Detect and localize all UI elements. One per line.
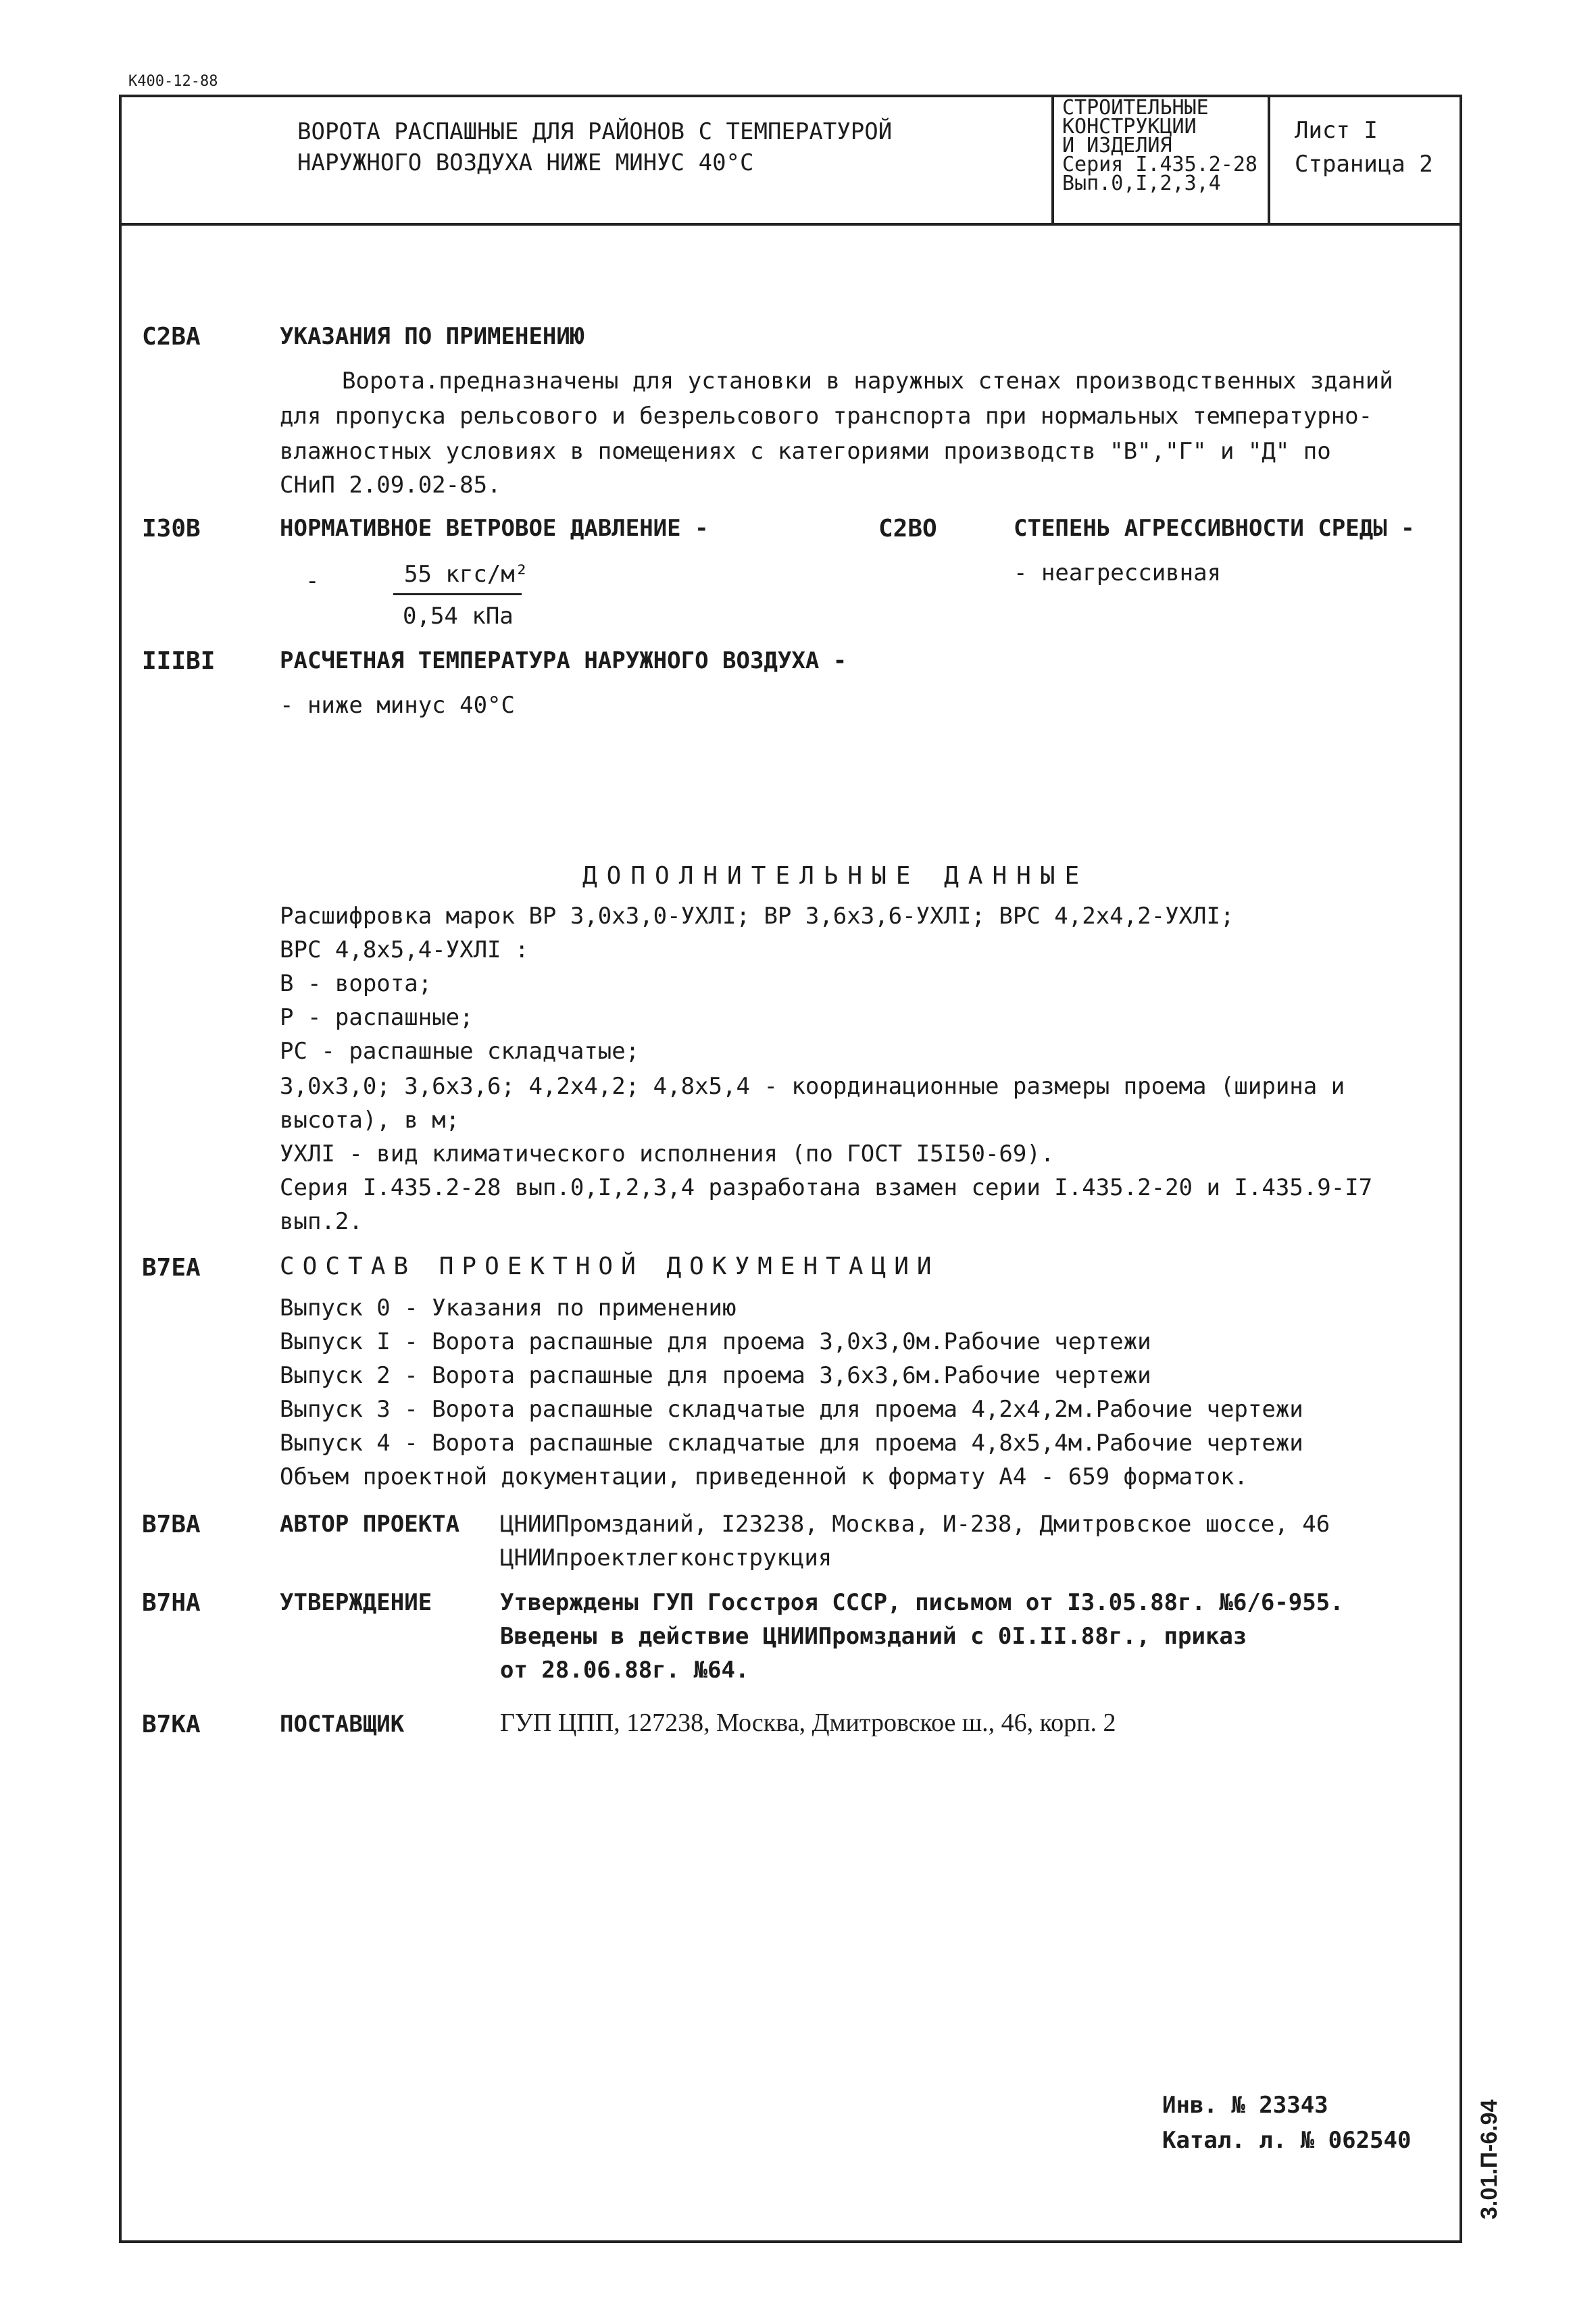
additional-line-5: РС - распашные складчатые; bbox=[280, 1038, 640, 1065]
wind-value: 55 кгс/м² bbox=[404, 561, 529, 588]
additional-line-8: УХЛI - вид климатического исполнения (по ГОСТ I5I50-69). bbox=[280, 1140, 1055, 1167]
composition-line-1: Выпуск 0 - Указания по применению bbox=[280, 1294, 737, 1322]
code-supplier: В7КА bbox=[142, 1711, 201, 1738]
temperature-value: - ниже минус 40°С bbox=[280, 692, 515, 719]
approval-line-3: от 28.06.88г. №64. bbox=[500, 1657, 749, 1684]
approval-line-1: Утверждены ГУП Госстроя СССР, письмом от I3.05.88г. №6/6-955. bbox=[500, 1589, 1344, 1616]
composition-line-6: Объем проектной документации, приведенной к формату А4 - 659 форматок. bbox=[280, 1463, 1248, 1490]
heading-supplier: ПОСТАВЩИК bbox=[280, 1711, 405, 1738]
supplier-text: ГУП ЦПП, 127238, Москва, Дмитровское ш., 46, корп. 2 bbox=[500, 1709, 1116, 1737]
code-author: В7ВА bbox=[142, 1511, 201, 1538]
code-wind: I30В bbox=[142, 515, 201, 543]
code-temperature: IIIВI bbox=[142, 647, 216, 675]
additional-line-1: Расшифровка марок ВР 3,0х3,0-УХЛI; ВР 3,6х3,6-УХЛI; ВРС 4,2х4,2-УХЛI; bbox=[280, 903, 1235, 930]
header-sheet-block bbox=[1295, 114, 1433, 181]
application-line-2: для пропуска рельсового и безрельсового транспорта при нормальных температурно- bbox=[280, 403, 1373, 430]
inventory-number: Инв. № 23343 bbox=[1162, 2092, 1328, 2119]
fraction-line bbox=[393, 593, 522, 595]
series-line-3: И ИЗДЕЛИЯ bbox=[1062, 134, 1172, 157]
heading-temperature: РАСЧЕТНАЯ ТЕМПЕРАТУРА НАРУЖНОГО ВОЗДУХА - bbox=[280, 647, 847, 674]
heading-approval: УТВЕРЖДЕНИЕ bbox=[280, 1589, 432, 1616]
series-line-5: Вып.0,I,2,3,4 bbox=[1062, 172, 1221, 195]
composition-line-2: Выпуск I - Ворота распашные для проема 3,0х3,0м.Рабочие чертежи bbox=[280, 1328, 1151, 1355]
catalog-number: Катал. л. № 062540 bbox=[1162, 2127, 1412, 2154]
application-line-4: СНиП 2.09.02-85. bbox=[280, 472, 501, 499]
series-line-1: СТРОИТЕЛЬНЫЕ bbox=[1062, 96, 1209, 120]
header-series-block bbox=[1062, 96, 1257, 195]
heading-aggressive: СТЕПЕНЬ АГРЕССИВНОСТИ СРЕДЫ - bbox=[1014, 515, 1415, 542]
heading-author: АВТОР ПРОЕКТА bbox=[280, 1511, 460, 1538]
heading-composition: СОСТАВ ПРОЕКТНОЙ ДОКУМЕНТАЦИИ bbox=[280, 1253, 940, 1280]
additional-line-9: Серия I.435.2-28 вып.0,I,2,3,4 разработана взамен серии I.435.2-20 и I.435.9-I7 bbox=[280, 1174, 1373, 1201]
page-number: Страница 2 bbox=[1295, 151, 1433, 178]
application-line-1: Ворота.предназначены для установки в наружных стенах производственных зданий bbox=[342, 368, 1393, 395]
document-corner-mark: К400-12-88 bbox=[128, 73, 218, 90]
approval-line-2: Введены в действие ЦНИИПромзданий с 0I.II.88г., приказ bbox=[500, 1623, 1247, 1650]
application-line-3: влажностных условиях в помещениях с категориями производств "В","Г" и "Д" по bbox=[280, 438, 1331, 465]
series-line-2: КОНСТРУКЦИИ bbox=[1062, 115, 1197, 139]
header-divider-sheet bbox=[1268, 95, 1270, 224]
author-line-1: ЦНИИПромзданий, I23238, Москва, И-238, Дмитровское шоссе, 46 bbox=[500, 1511, 1330, 1538]
author-line-2: ЦНИИпроектлегконструкция bbox=[500, 1544, 832, 1571]
code-composition: В7ЕА bbox=[142, 1254, 201, 1282]
additional-line-4: Р - распашные; bbox=[280, 1004, 474, 1031]
header-divider bbox=[119, 223, 1462, 226]
additional-line-6: 3,0х3,0; 3,6х3,6; 4,2х4,2; 4,8х5,4 - координационные размеры проема (ширина и bbox=[280, 1073, 1345, 1100]
code-application: С2ВА bbox=[142, 323, 201, 351]
composition-line-4: Выпуск 3 - Ворота распашные складчатые для проема 4,2х4,2м.Рабочие чертежи bbox=[280, 1396, 1303, 1423]
header-title bbox=[297, 116, 892, 178]
aggressive-value: - неагрессивная bbox=[1014, 559, 1222, 586]
heading-wind: НОРМАТИВНОЕ ВЕТРОВОЕ ДАВЛЕНИЕ - bbox=[280, 515, 709, 542]
heading-application: УКАЗАНИЯ ПО ПРИМЕНЕНИЮ bbox=[280, 323, 584, 350]
wind-dash: - bbox=[305, 568, 320, 595]
heading-additional: ДОПОЛНИТЕЛЬНЫЕ ДАННЫЕ bbox=[582, 862, 1089, 890]
code-aggressive: С2ВО bbox=[878, 515, 937, 543]
code-approval: В7НА bbox=[142, 1589, 201, 1617]
header-title-line-2: НАРУЖНОГО ВОЗДУХА НИЖЕ МИНУС 40°С bbox=[297, 149, 754, 176]
vertical-code: 3.01.П-6.94 bbox=[1476, 2099, 1502, 2219]
header-divider-series bbox=[1051, 95, 1054, 224]
composition-line-3: Выпуск 2 - Ворота распашные для проема 3,6х3,6м.Рабочие чертежи bbox=[280, 1362, 1151, 1389]
composition-line-5: Выпуск 4 - Ворота распашные складчатые для проема 4,8х5,4м.Рабочие чертежи bbox=[280, 1430, 1303, 1457]
wind-value-kpa: 0,54 кПа bbox=[403, 603, 514, 630]
additional-line-3: В - ворота; bbox=[280, 970, 432, 997]
additional-line-7: высота), в м; bbox=[280, 1107, 460, 1134]
sheet-number: Лист I bbox=[1295, 117, 1378, 144]
header-title-line-1: ВОРОТА РАСПАШНЫЕ ДЛЯ РАЙОНОВ С ТЕМПЕРАТУРОЙ bbox=[297, 118, 893, 145]
series-line-4: Серия I.435.2-28 bbox=[1062, 153, 1257, 176]
additional-line-10: вып.2. bbox=[280, 1208, 363, 1235]
additional-line-2: ВРС 4,8х5,4-УХЛI : bbox=[280, 936, 529, 963]
